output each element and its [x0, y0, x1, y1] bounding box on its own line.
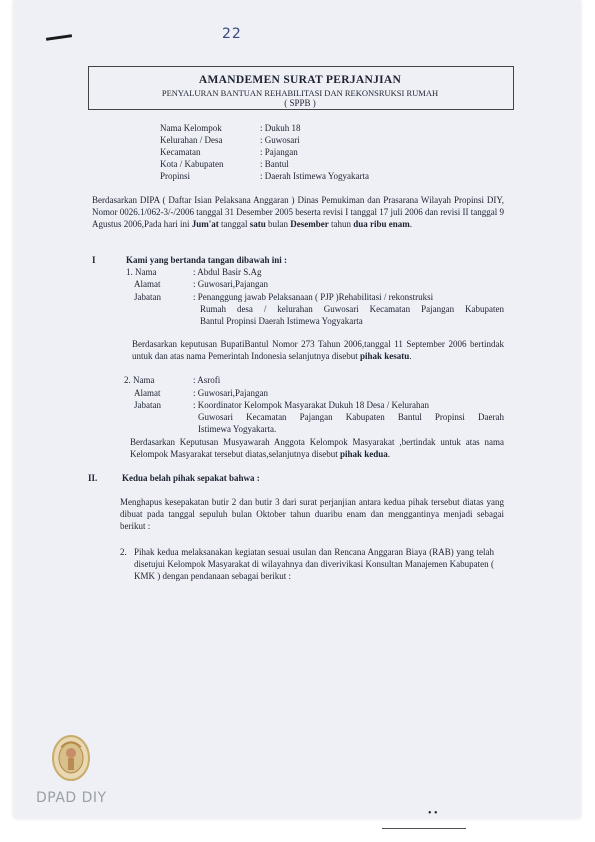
page-dots: • •: [428, 808, 438, 819]
intro-connector: tanggal: [218, 219, 250, 229]
emblem-icon: [50, 733, 92, 783]
party2-position-line: : Koordinator Kelompok Masyarakat Dukuh 18 Desa / Kelurahan: [193, 400, 429, 410]
info-label: Nama Kelompok: [160, 123, 222, 133]
document-subtitle: PENYALURAN BANTUAN REHABILITASI DAN REKONSRUKSI RUMAH: [161, 88, 439, 98]
party1-name: : Abdul Basir S.Ag: [193, 267, 262, 277]
party2-basis-end: .: [387, 449, 390, 459]
section-2-numeral: II.: [88, 473, 98, 483]
intro-day: Jum'at: [191, 219, 219, 229]
info-value: : Pajangan: [260, 147, 298, 157]
section-2-heading: Kedua belah pihak sepakat bahwa :: [122, 473, 260, 483]
party1-position-line: : Penanggung jawab Pelaksanaan ( PJP )Rehabilitasi / rekonstruksi: [193, 292, 434, 302]
bottom-rule: [382, 828, 466, 829]
page-number: 22: [222, 26, 242, 42]
party1-basis-end: .: [409, 351, 412, 361]
intro-date: satu: [249, 219, 266, 229]
intro-text: Berdasarkan DIPA ( Daftar Isian Pelaksana Anggaran ) Dinas Pemukiman dan Prasarana Wilayah Propinsi DIY, Nomor 0026.1/062-3/-/2006 tanggal 31 Desember 2005 beserta revisi I tanggal 17 juli 2006 dan revisi II tanggal 9 Agustus 2006,Pada hari ini: [92, 195, 504, 229]
intro-connector: bulan: [265, 219, 291, 229]
party2-basis-text: Berdasarkan Keputusan Musyawarah Anggota Kelompok Masyarakat ,bertindak untuk atas nama Kelompok Masyarakat tersebut diatas,selanjutnya disebut: [130, 437, 504, 459]
info-label: Propinsi: [160, 171, 191, 181]
intro-year: dua ribu enam: [353, 219, 410, 229]
party2-position-label: Jabatan: [134, 400, 161, 410]
section-1-heading: Kami yang bertanda tangan dibawah ini :: [126, 255, 288, 265]
party1-position-line: Bantul Propinsi Daerah Istimewa Yogyakarta: [200, 316, 363, 326]
watermark-text: DPAD DIY: [36, 790, 107, 806]
party1-role: pihak kesatu: [359, 351, 410, 361]
intro-paragraph: [92, 194, 504, 230]
party2-name-label: 2. Nama: [124, 375, 155, 385]
party1-address: : Guwosari,Pajangan: [193, 279, 268, 289]
info-value: : Bantul: [260, 159, 289, 169]
info-label: Kota / Kabupaten: [160, 159, 224, 169]
party1-address-label: Alamat: [134, 279, 161, 289]
party1-basis: [132, 338, 504, 362]
party1-name-label: 1. Nama: [126, 267, 157, 277]
info-value: : Dukuh 18: [260, 123, 301, 133]
party2-basis: [130, 436, 504, 460]
party2-position-line: Guwosari Kecamatan Pajangan Kabupaten Bantul Propinsi Daerah: [198, 412, 504, 422]
intro-month: Desember: [290, 219, 329, 229]
intro-connector: tahun: [328, 219, 354, 229]
document-code: ( SPPB ): [284, 98, 316, 108]
info-label: Kecamatan: [160, 147, 201, 157]
party1-position-label: Jabatan: [134, 292, 161, 302]
info-label: Kelurahan / Desa: [160, 135, 223, 145]
party2-role: pihak kedua: [339, 449, 388, 459]
party2-address: : Guwosari,Pajangan: [193, 388, 268, 398]
party1-position-line: Rumah desa / kelurahan Guwosari Kecamatan Pajangan Kabupaten: [200, 304, 504, 314]
party2-position-line: Istimewa Yogyakarta.: [198, 424, 277, 434]
section-2-paragraph: Menghapus kesepakatan butir 2 dan butir 3 dari surat perjanjian antara kedua pihak tersebut diatas yang dibuat pada tanggal sepuluh bulan Oktober tahun duaribu enam dan menggantinya menjadi sebagai berikut :: [120, 497, 504, 531]
party2-address-label: Alamat: [134, 388, 161, 398]
party2-name: : Asrofi: [193, 375, 221, 385]
document-title: AMANDEMEN SURAT PERJANJIAN: [198, 74, 402, 86]
info-value: : Guwosari: [260, 135, 300, 145]
item-number: 2.: [120, 547, 127, 557]
party1-basis-text: Berdasarkan keputusan BupatiBantul Nomor 273 Tahun 2006,tanggal 11 September 2006 bertindak untuk dan atas nama Pemerintah Indonesia selanjutnya disebut: [132, 339, 504, 361]
intro-end: .: [409, 219, 413, 229]
info-value: : Daerah Istimewa Yogyakarta: [260, 171, 369, 181]
item-text: Pihak kedua melaksanakan kegiatan sesuai usulan dan Rencana Anggaran Biaya (RAB) yang telah disetujui Kelompok Masyarakat di wilayahnya dan diverivikasi Konsultan Manajemen Kabupaten ( KMK ) dengan pendanaan sebagai berikut :: [134, 547, 494, 581]
section-1-numeral: I: [92, 255, 96, 265]
